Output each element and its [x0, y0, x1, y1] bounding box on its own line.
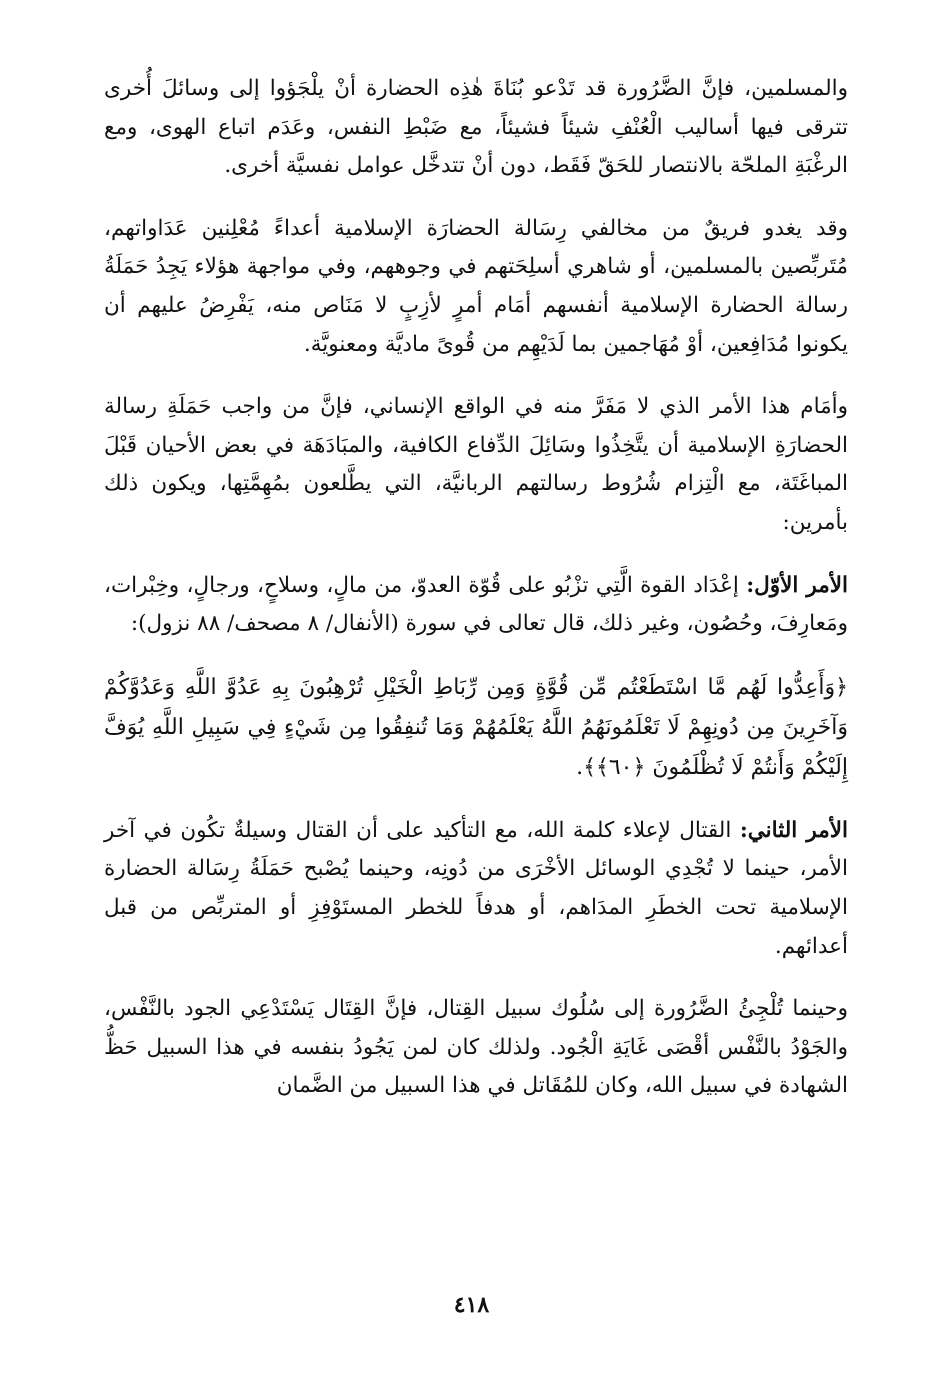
paragraph-6-text: القتال لإعلاء كلمة الله، مع التأكيد على أن القتال وسيلةٌ تكُون في آخر الأمر، حينما لا تُجْدِي الوسائل الأخْرَى من دُونِه، وحينما يُصْبح حَمَلَةُ رِسَالة الحضارة الإسلامية تحت الخطَرِ المدَاهم، أو هدفاً للخطر المستَوْفِزِ أو المتربِّص من قبل أعدائهم. [104, 817, 848, 959]
paragraph-4 [104, 567, 848, 644]
second-matter-heading: الأمر الثاني: [739, 817, 848, 843]
paragraph-7-text: وحينما تُلْجِئُ الضَّرُورة إلى سُلُوك سبيل القِتال، فإنَّ القِتَال يَسْتَدْعِي الجود بالنَّفْس، والجَوْدُ بالنَّفْس أقْصَى غَايَةِ الْجُود. ولذلك كان لمن يَجُودُ بنفسه في هذا السبيل حَظُّ الشهادة في سبيل الله، وكان للمُقَاتل في هذا السبيل من الضَّمان [104, 996, 848, 1099]
page-body [104, 70, 848, 1130]
paragraph-1-text: والمسلمين، فإنَّ الضَّرُورة قد تَدْعو بُنَاةَ هٰذِه الحضارة أنْ يلْجَؤوا إلى وسائلَ أُخرى تترقى فيها أساليب الْعُنْفِ شيئاً فشيئاً، مع ضَبْطِ النفس، وعَدَم اتباع الهوى، ومع الرغْبَةِ الملحّة بالانتصار للحَقّ فَقَط، دون أنْ تتدخَّل عوامل نفسيَّة أخرى. [104, 76, 848, 179]
paragraph-3-text: وأمَام هذا الأمر الذي لا مَفَرَّ منه في الواقع الإنساني، فإنَّ من واجب حَمَلَةِ رسالة الحضارَةِ الإسلامية أن يتَّخِذُوا وسَائِلَ الدِّفاع الكافية، والمبَادَهَة في بعض الأحيان قَبْلَ المباغَتَة، مع الْتِزام شُرُوط رسالتهم الربانيَّة، التي يطَّلعون بمُهِمَّتِها، ويكون ذلك بأمرين: [104, 394, 848, 535]
paragraph-2 [104, 210, 848, 364]
page-number: ٤١٨ [453, 1292, 490, 1318]
quran-verse-text: ﴿وَأَعِدُّوا لَهُم مَّا اسْتَطَعْتُم مِّن قُوَّةٍ وَمِن رِّبَاطِ الْخَيْلِ تُرْهِبُونَ بِهِ عَدُوَّ اللَّهِ وَعَدُوَّكُمْ وَآخَرِينَ مِن دُونِهِمْ لَا تَعْلَمُونَهُمُ اللَّهُ يَعْلَمُهُمْ وَمَا تُنفِقُوا مِن شَيْءٍ فِي سَبِيلِ اللَّهِ يُوَفَّ إِلَيْكُمْ وَأَنتُمْ لَا تُظْلَمُونَ ﴿٦٠﴾﴾. [104, 674, 848, 780]
paragraph-3 [104, 388, 848, 542]
quran-verse [104, 668, 848, 788]
paragraph-1 [104, 70, 848, 186]
paragraph-2-text: وقد يغدو فريقٌ من مخالفي رِسَالة الحضارَة الإسلامية أعداءً مُعْلِنين عَدَاواتهم، مُتَربِّصين بالمسلمين، أو شاهري أسلِحَتهم في وجوههم، وفي مواجهة هؤلاء يَجِدُ حَمَلَةُ رسالة الحضارة الإسلامية أنفسهم أمَام أمرٍ لأزِبٍ لا مَنَاص منه، يَفْرِضُ عليهم أن يكونوا مُدَافِعين، أوْ مُهَاجمين بما لَدَيْهِم من قُوىً ماديَّة ومعنويَّة. [104, 215, 848, 357]
paragraph-4-text: إعْدَاد القوة الَّتِي تزْبُو على قُوّة العدوّ، من مالٍ، وسلاحٍ، ورجالٍ، وخِبْرات، ومَعارِفَ، وحُصُون، وغير ذلك، قال تعالى في سورة (الأنفال/ ٨ مصحف/ ٨٨ نزول): [104, 572, 848, 637]
paragraph-7 [104, 990, 848, 1106]
paragraph-6 [104, 812, 848, 966]
first-matter-heading: الأمر الأوّل: [746, 572, 848, 598]
